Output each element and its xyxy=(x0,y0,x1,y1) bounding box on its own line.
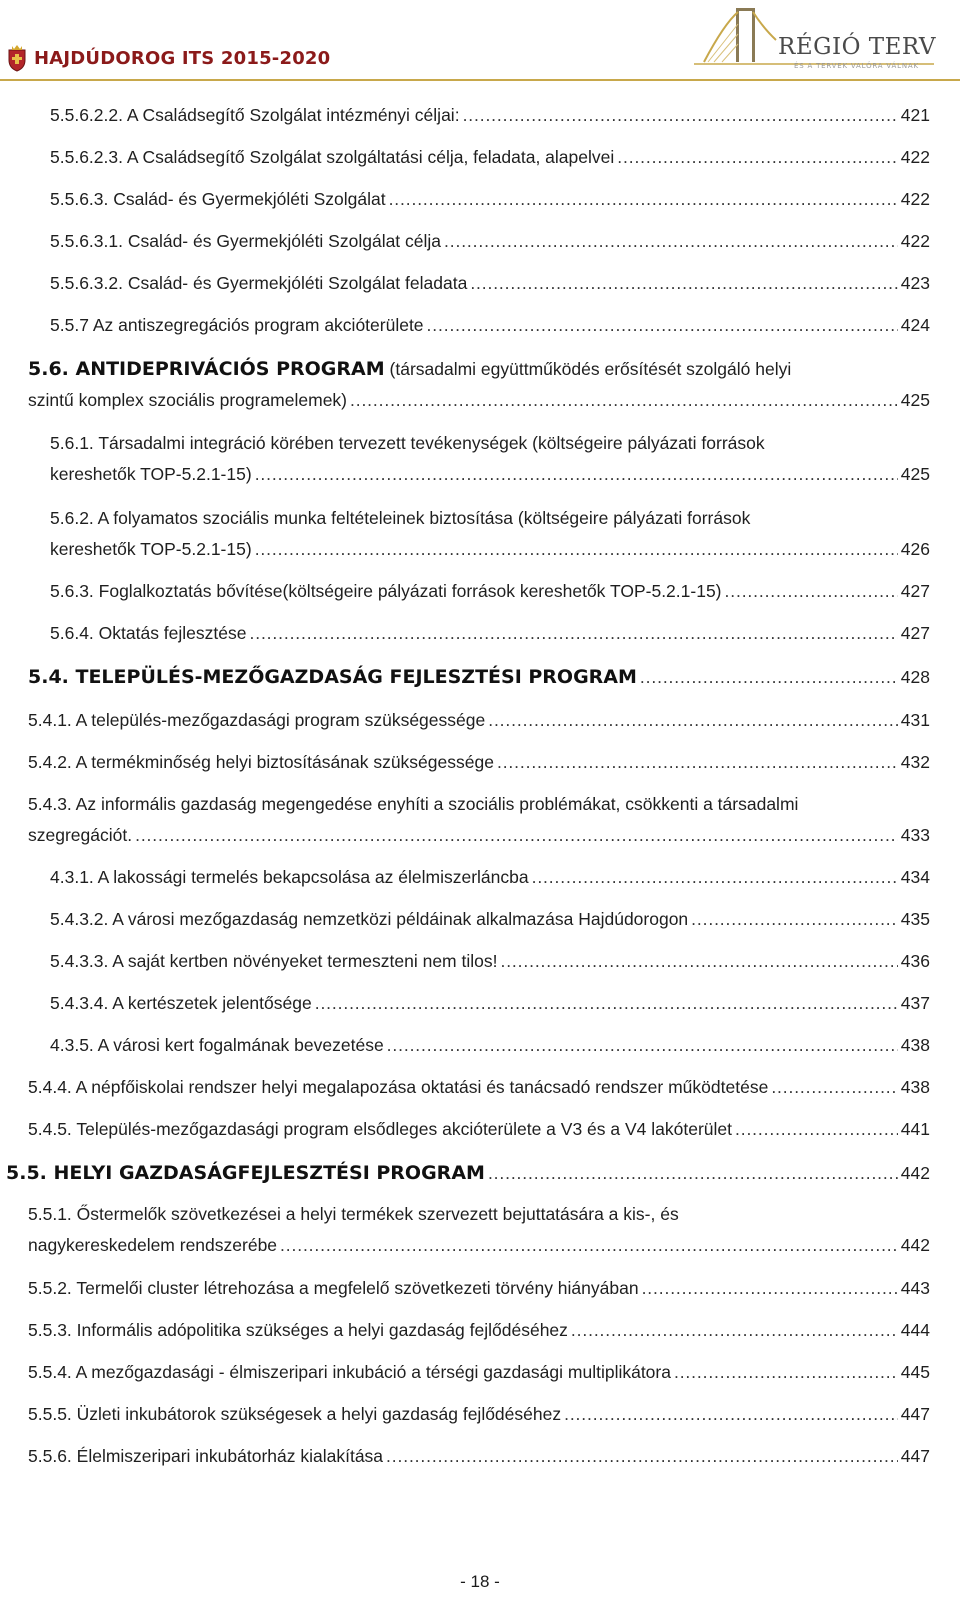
toc-entry-page: 424 xyxy=(900,315,930,335)
toc-entry-page: 422 xyxy=(900,189,930,209)
dot-leader xyxy=(280,1230,898,1261)
toc-entry-page: 444 xyxy=(900,1320,930,1340)
toc-section-title: 5.5. HELYI GAZDASÁGFEJLESZTÉSI PROGRAM xyxy=(6,1162,485,1184)
toc-entry-page: 427 xyxy=(900,623,930,643)
dot-leader xyxy=(135,820,898,851)
regio-terv-logo xyxy=(694,4,936,70)
dot-leader xyxy=(735,1114,898,1145)
toc-entry-page: 426 xyxy=(900,539,930,559)
toc-entry-page: 427 xyxy=(900,581,930,601)
toc-entry-page: 441 xyxy=(900,1119,930,1139)
toc-entry-title: 5.5.7 Az antiszegregációs program akcióterülete xyxy=(50,315,424,335)
toc-entry[interactable] xyxy=(50,268,930,299)
toc-entry-page: 447 xyxy=(900,1446,930,1466)
toc-entry-title-continued: szintű komplex szociális programelemek) xyxy=(28,390,347,410)
toc-entry-title: 5.5.6.3. Család- és Gyermekjóléti Szolgálat xyxy=(50,189,386,209)
toc-entry-title: 5.4.3.3. A saját kertben növényeket termeszteni nem tilos! xyxy=(50,951,498,971)
dot-leader xyxy=(386,1441,898,1472)
dot-leader xyxy=(691,904,898,935)
toc-section-title: 5.6. ANTIDEPRIVÁCIÓS PROGRAM xyxy=(28,358,385,380)
toc-entry[interactable] xyxy=(50,142,930,173)
toc-entry[interactable] xyxy=(50,100,930,131)
toc-entry-title: 5.5.5. Üzleti inkubátorok szükségesek a helyi gazdaság fejlődéséhez xyxy=(28,1404,562,1424)
toc-entry-page: 435 xyxy=(900,909,930,929)
dot-leader xyxy=(488,1158,898,1189)
dot-leader xyxy=(725,576,898,607)
dot-leader xyxy=(642,1273,898,1304)
toc-entry-page: 433 xyxy=(900,825,930,845)
header-divider xyxy=(0,79,960,81)
toc-entry-title-continued: nagykereskedelem rendszerébe xyxy=(28,1235,278,1255)
toc-entry-page: 432 xyxy=(900,752,930,772)
toc-entry-title: 5.5.3. Informális adópolitika szükséges a helyi gazdaság fejlődéséhez xyxy=(28,1320,568,1340)
toc-entry-page: 421 xyxy=(900,105,930,125)
toc-entry-title-continued: szegregációt. xyxy=(28,825,133,845)
toc-entry-title: 4.3.5. A városi kert fogalmának bevezetése xyxy=(50,1035,384,1055)
dot-leader xyxy=(488,705,898,736)
page-header xyxy=(0,0,960,80)
toc-entry[interactable] xyxy=(50,428,930,490)
toc-entry-title: 5.4.3.4. A kertészetek jelentősége xyxy=(50,993,312,1013)
dot-leader xyxy=(640,662,898,693)
dot-leader xyxy=(617,142,898,173)
dot-leader xyxy=(470,268,897,299)
toc-entry-page: 445 xyxy=(900,1362,930,1382)
dot-leader xyxy=(463,100,898,131)
toc-entry-title: 5.5.6.3.2. Család- és Gyermekjóléti Szolgálat feladata xyxy=(50,273,468,293)
toc-entry[interactable] xyxy=(28,1072,930,1103)
toc-entry[interactable] xyxy=(28,1441,930,1472)
dot-leader xyxy=(389,184,898,215)
toc-entry[interactable] xyxy=(50,503,930,565)
toc-entry-title: 5.6.1. Társadalmi integráció körében tervezett tevékenységek (költségeire pályázati források xyxy=(50,433,765,453)
toc-entry-page: 442 xyxy=(900,1163,930,1183)
toc-entry-title: 5.4.4. A népfőiskolai rendszer helyi megalapozása oktatási és tanácsadó rendszer működtetése xyxy=(28,1077,769,1097)
toc-section-entry[interactable] xyxy=(28,662,930,693)
toc-entry[interactable] xyxy=(28,1357,930,1388)
dot-leader xyxy=(427,310,898,341)
toc-entry-page: 428 xyxy=(900,667,930,687)
toc-entry-subtitle: (társadalmi együttműködés erősítését szolgáló helyi xyxy=(389,359,792,379)
dot-leader xyxy=(387,1030,898,1061)
dot-leader xyxy=(564,1399,898,1430)
toc-entry-title: 5.4.3. Az informális gazdaság megengedése enyhíti a szociális problémákat, csökkenti a társadalmi xyxy=(28,794,799,814)
toc-section-title: 5.4. TELEPÜLÉS-MEZŐGAZDASÁG FEJLESZTÉSI PROGRAM xyxy=(28,666,637,688)
toc-entry-page: 447 xyxy=(900,1404,930,1424)
toc-entry-title: 5.5.2. Termelői cluster létrehozása a megfelelő szövetkezeti törvény hiányában xyxy=(28,1278,639,1298)
toc-section-entry[interactable] xyxy=(6,1158,930,1189)
toc-entry-page: 425 xyxy=(900,390,930,410)
toc-entry-page: 423 xyxy=(900,273,930,293)
dot-leader xyxy=(315,988,898,1019)
dot-leader xyxy=(771,1072,897,1103)
toc-entry[interactable] xyxy=(28,1315,930,1346)
dot-leader xyxy=(350,385,898,416)
toc-entry-title: 5.5.1. Őstermelők szövetkezései a helyi termékek szervezett bejuttatására a kis-, és xyxy=(28,1204,679,1224)
toc-entry[interactable] xyxy=(28,747,930,778)
dot-leader xyxy=(532,862,898,893)
toc-entry-title: 5.4.3.2. A városi mezőgazdaság nemzetközi példáinak alkalmazása Hajdúdorogon xyxy=(50,909,689,929)
toc-section-entry[interactable] xyxy=(28,354,930,416)
toc-entry-page: 442 xyxy=(900,1235,930,1255)
toc-entry-title: 5.6.4. Oktatás fejlesztése xyxy=(50,623,247,643)
coat-of-arms-icon xyxy=(6,44,28,72)
toc-entry-page: 436 xyxy=(900,951,930,971)
dot-leader xyxy=(674,1357,898,1388)
toc-entry-page: 438 xyxy=(900,1035,930,1055)
toc-entry[interactable] xyxy=(28,705,930,736)
toc-entry-page: 425 xyxy=(900,464,930,484)
toc-entry-title: 5.5.6.2.2. A Családsegítő Szolgálat intézményi céljai: xyxy=(50,105,460,125)
toc-entry-title: 5.4.2. A termékminőség helyi biztosításának szükségessége xyxy=(28,752,494,772)
toc-entry-page: 437 xyxy=(900,993,930,1013)
toc-entry[interactable] xyxy=(50,618,930,649)
dot-leader xyxy=(250,618,898,649)
toc-entry-title: 5.6.2. A folyamatos szociális munka feltételeinek biztosítása (költségeire pályázati források xyxy=(50,508,751,528)
toc-entry[interactable] xyxy=(28,1199,930,1261)
toc-entry[interactable] xyxy=(50,184,930,215)
dot-leader xyxy=(255,459,898,490)
toc-entry-title: 5.5.6. Élelmiszeripari inkubátorház kialakítása xyxy=(28,1446,384,1466)
toc-entry[interactable] xyxy=(50,310,930,341)
toc-entry-title: 5.5.6.2.3. A Családsegítő Szolgálat szolgáltatási célja, feladata, alapelvei xyxy=(50,147,615,167)
toc-entry-title: 5.5.6.3.1. Család- és Gyermekjóléti Szolgálat célja xyxy=(50,231,442,251)
toc-entry-title-continued: kereshetők TOP-5.2.1-15) xyxy=(50,539,252,559)
toc-entry-title: 4.3.1. A lakossági termelés bekapcsolása az élelmiszerláncba xyxy=(50,867,529,887)
toc-entry-page: 422 xyxy=(900,147,930,167)
document-title: HAJDÚDOROG ITS 2015-2020 xyxy=(34,47,331,69)
toc-entry[interactable] xyxy=(50,946,930,977)
dot-leader xyxy=(497,747,898,778)
toc-entry-page: 438 xyxy=(900,1077,930,1097)
dot-leader xyxy=(571,1315,898,1346)
toc-entry-title-continued: kereshetők TOP-5.2.1-15) xyxy=(50,464,252,484)
toc-entry-title: 5.4.5. Település-mezőgazdasági program elsődleges akcióterülete a V3 és a V4 lakóterület xyxy=(28,1119,732,1139)
toc-entry[interactable] xyxy=(28,1114,930,1145)
dot-leader xyxy=(255,534,898,565)
toc-entry[interactable] xyxy=(50,862,930,893)
toc-entry[interactable] xyxy=(50,226,930,257)
dot-leader xyxy=(500,946,897,977)
toc-entry[interactable] xyxy=(50,1030,930,1061)
toc-entry-page: 431 xyxy=(900,710,930,730)
toc-entry[interactable] xyxy=(28,1399,930,1430)
toc-entry-title: 5.6.3. Foglalkoztatás bővítése(költségeire pályázati források kereshetők TOP-5.2.1-15) xyxy=(50,581,722,601)
toc-entry[interactable] xyxy=(50,904,930,935)
toc-entry[interactable] xyxy=(50,576,930,607)
toc-entry-page: 434 xyxy=(900,867,930,887)
toc-entry-title: 5.5.4. A mezőgazdasági - élmiszeripari inkubáció a térségi gazdasági multiplikátora xyxy=(28,1362,671,1382)
document-header-left xyxy=(6,44,330,72)
logo-tagline: ÉS A TERVEK VALÓRA VÁLNAK xyxy=(794,62,919,70)
toc-entry[interactable] xyxy=(50,988,930,1019)
toc-entry-page: 422 xyxy=(900,231,930,251)
logo-name: RÉGIÓ TERV xyxy=(778,34,936,60)
page-number: - 18 - xyxy=(460,1572,500,1591)
toc-entry-page: 443 xyxy=(900,1278,930,1298)
toc-entry-title: 5.4.1. A település-mezőgazdasági program szükségessége xyxy=(28,710,486,730)
toc-entry[interactable] xyxy=(28,789,930,851)
toc-entry[interactable] xyxy=(28,1273,930,1304)
dot-leader xyxy=(444,226,898,257)
